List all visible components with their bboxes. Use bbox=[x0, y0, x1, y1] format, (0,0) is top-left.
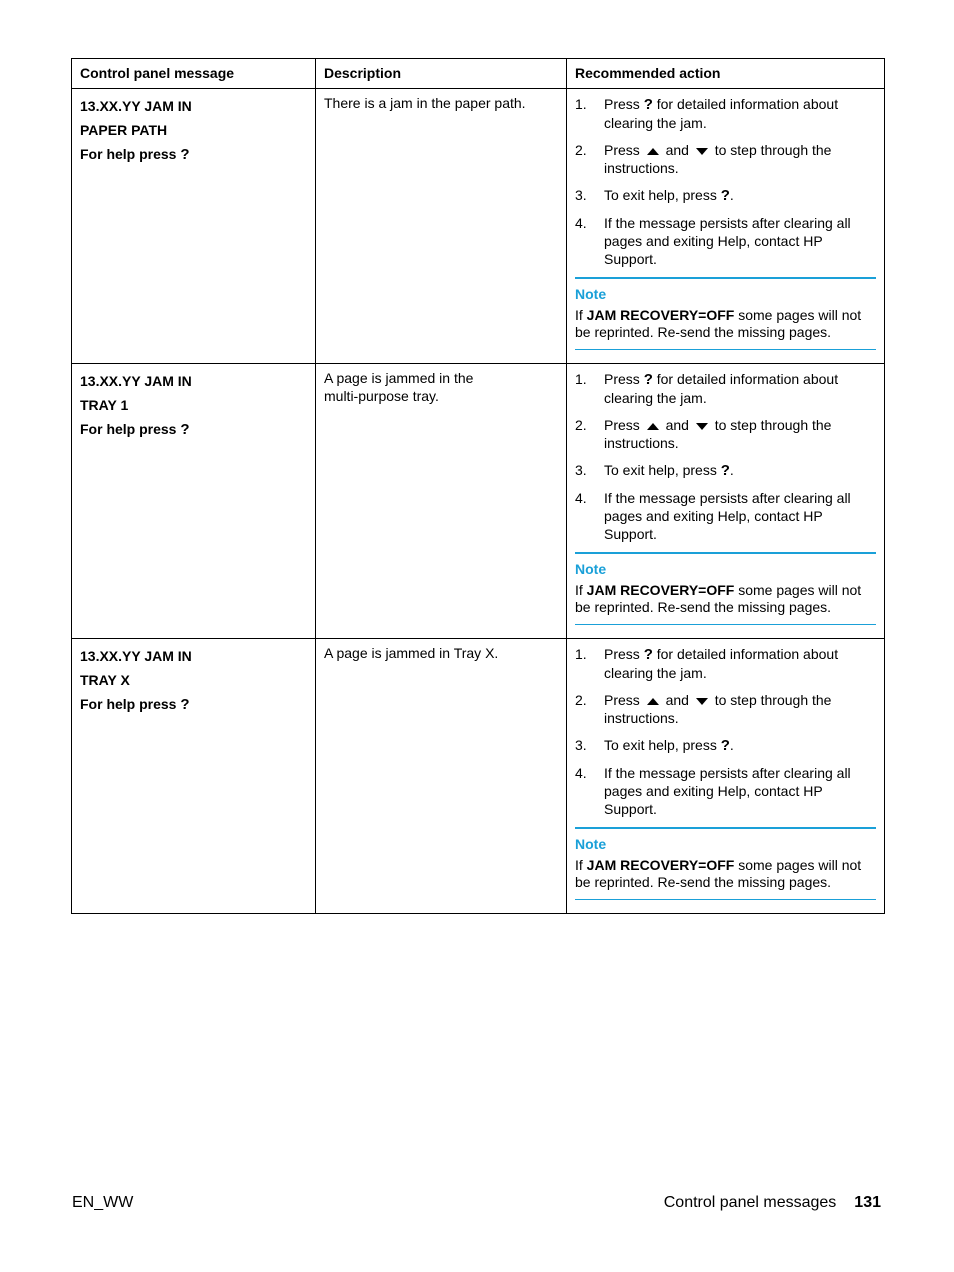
message-line: PAPER PATH bbox=[80, 122, 168, 138]
action-cell bbox=[567, 364, 885, 639]
up-arrow-icon bbox=[647, 698, 659, 705]
header-recommended-action: Recommended action bbox=[567, 59, 885, 89]
message-help-line: For help press ? bbox=[80, 696, 190, 713]
message-cell bbox=[72, 364, 316, 639]
footer-section-title: Control panel messages bbox=[663, 1194, 837, 1211]
note-text: If JAM RECOVERY=OFF some pages will not be reprinted. Re-send the missing pages. bbox=[575, 582, 862, 615]
list-item: 1. Press ? for detailed information about clearing the jam. bbox=[575, 646, 839, 681]
down-arrow-icon bbox=[696, 423, 708, 430]
help-question-icon: ? bbox=[720, 462, 730, 479]
action-steps bbox=[567, 89, 884, 268]
list-item: 1. Press ? for detailed information about clearing the jam. bbox=[575, 96, 839, 131]
list-item: 2. Press and to step through the instructions. bbox=[575, 417, 832, 451]
list-item: 4. If the message persists after clearing all pages and exiting Help, contact HP Support. bbox=[575, 215, 851, 267]
help-question-icon: ? bbox=[643, 371, 653, 388]
note-text: If JAM RECOVERY=OFF some pages will not be reprinted. Re-send the missing pages. bbox=[575, 307, 862, 340]
action-steps bbox=[567, 364, 884, 543]
up-arrow-icon bbox=[647, 423, 659, 430]
message-cell bbox=[72, 639, 316, 914]
message-line: 13.XX.YY JAM IN bbox=[80, 648, 192, 664]
description-text: There is a jam in the paper path. bbox=[324, 95, 526, 111]
note-text: If JAM RECOVERY=OFF some pages will not be reprinted. Re-send the missing pages. bbox=[575, 857, 862, 890]
help-question-icon: ? bbox=[180, 146, 190, 163]
footer-locale: EN_WW bbox=[72, 1194, 134, 1211]
help-question-icon: ? bbox=[720, 737, 730, 754]
note-title: Note bbox=[575, 561, 607, 577]
message-help-line: For help press ? bbox=[80, 146, 190, 163]
description-text: A page is jammed in Tray X. bbox=[324, 645, 499, 661]
message-line: 13.XX.YY JAM IN bbox=[80, 373, 192, 389]
action-cell bbox=[567, 639, 885, 914]
note-title: Note bbox=[575, 286, 607, 302]
list-item: 4. If the message persists after clearing all pages and exiting Help, contact HP Support. bbox=[575, 765, 851, 817]
list-item: 2. Press and to step through the instructions. bbox=[575, 692, 832, 726]
action-cell bbox=[567, 89, 885, 364]
table-row bbox=[72, 639, 885, 914]
help-question-icon: ? bbox=[180, 696, 190, 713]
note-title: Note bbox=[575, 836, 607, 852]
action-steps bbox=[567, 639, 884, 818]
list-item: 1. Press ? for detailed information about clearing the jam. bbox=[575, 371, 839, 406]
message-line: 13.XX.YY JAM IN bbox=[80, 98, 192, 114]
footer-section bbox=[664, 1194, 881, 1212]
message-line: TRAY X bbox=[80, 672, 130, 688]
help-question-icon: ? bbox=[643, 96, 653, 113]
help-question-icon: ? bbox=[180, 421, 190, 438]
header-description: Description bbox=[316, 59, 567, 89]
description-text: A page is jammed in the multi-purpose tray. bbox=[324, 370, 474, 404]
list-item: 3. To exit help, press ?. bbox=[575, 737, 734, 754]
description-cell bbox=[316, 364, 567, 639]
help-question-icon: ? bbox=[720, 187, 730, 204]
description-cell bbox=[316, 89, 567, 364]
note-box bbox=[575, 277, 876, 350]
list-item: 2. Press and to step through the instructions. bbox=[575, 142, 832, 176]
page-number: 131 bbox=[854, 1194, 881, 1211]
message-line: TRAY 1 bbox=[80, 397, 129, 413]
description-cell bbox=[316, 639, 567, 914]
down-arrow-icon bbox=[696, 698, 708, 705]
down-arrow-icon bbox=[696, 148, 708, 155]
list-item: 3. To exit help, press ?. bbox=[575, 187, 734, 204]
table-header-row bbox=[72, 59, 885, 89]
table-row bbox=[72, 364, 885, 639]
list-item: 4. If the message persists after clearing all pages and exiting Help, contact HP Support. bbox=[575, 490, 851, 542]
message-cell bbox=[72, 89, 316, 364]
note-box bbox=[575, 552, 876, 625]
up-arrow-icon bbox=[647, 148, 659, 155]
note-box bbox=[575, 827, 876, 900]
header-control-panel-message: Control panel message bbox=[72, 59, 316, 89]
message-help-line: For help press ? bbox=[80, 421, 190, 438]
list-item: 3. To exit help, press ?. bbox=[575, 462, 734, 479]
control-panel-messages-table bbox=[71, 58, 885, 914]
help-question-icon: ? bbox=[643, 646, 653, 663]
table-row bbox=[72, 89, 885, 364]
